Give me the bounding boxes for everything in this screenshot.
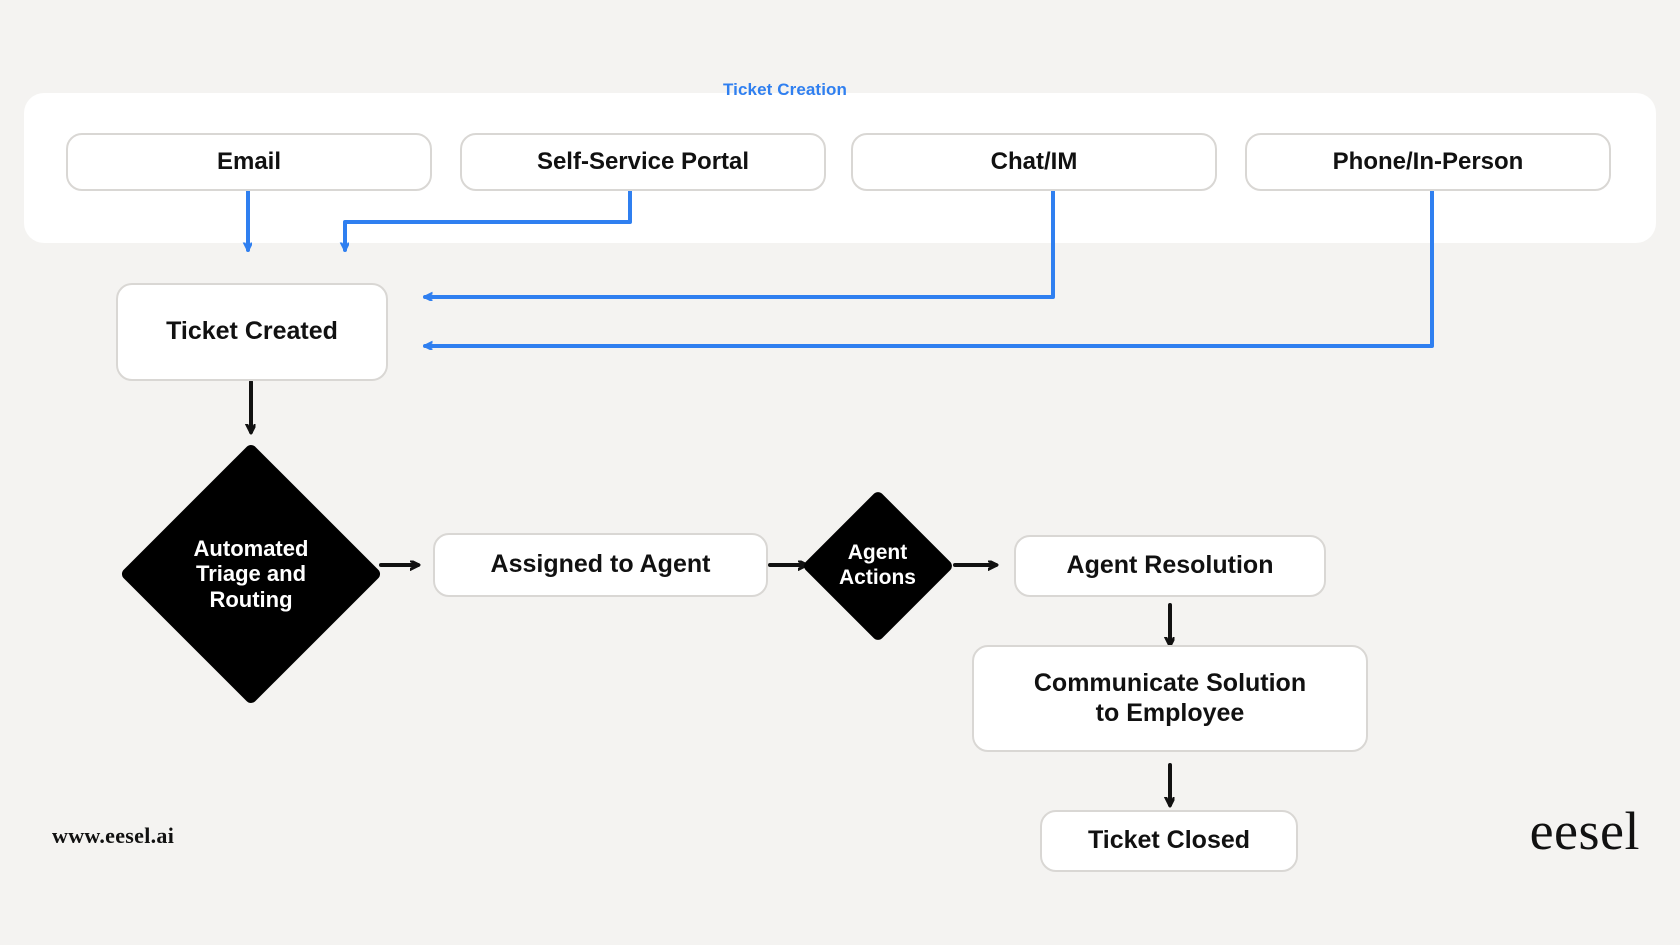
node-agent-actions-label-line2: Actions xyxy=(838,565,916,589)
node-ticket-created[interactable]: Ticket Created xyxy=(116,283,388,381)
node-agent-actions[interactable] xyxy=(800,488,955,643)
node-communicate-solution[interactable] xyxy=(972,645,1368,752)
ticket-creation-group-label: Ticket Creation xyxy=(722,80,847,99)
node-triage-label-line1: Automated xyxy=(193,535,309,561)
node-triage-label xyxy=(194,536,309,613)
footer-website-url[interactable]: www.eesel.ai xyxy=(52,823,175,848)
node-email[interactable]: Email xyxy=(66,133,432,191)
node-self-service-portal[interactable]: Self-Service Portal xyxy=(460,133,826,191)
node-triage-label-line3: Routing xyxy=(209,586,293,612)
brand-logo: eesel xyxy=(1529,801,1640,861)
node-chat-im[interactable]: Chat/IM xyxy=(851,133,1217,191)
node-communicate-solution-line2: to Employee xyxy=(1095,698,1245,727)
node-agent-actions-label-line1: Agent xyxy=(847,541,908,565)
node-triage-label-line2: Triage and xyxy=(195,561,307,587)
node-automated-triage-and-routing[interactable] xyxy=(120,443,382,705)
node-communicate-solution-line1: Communicate Solution xyxy=(1033,669,1307,697)
node-ticket-closed[interactable]: Ticket Closed xyxy=(1040,810,1298,872)
node-agent-resolution[interactable]: Agent Resolution xyxy=(1014,535,1326,597)
node-phone-in-person[interactable]: Phone/In-Person xyxy=(1245,133,1611,191)
node-agent-actions-label xyxy=(839,541,916,590)
node-assigned-to-agent[interactable]: Assigned to Agent xyxy=(433,533,768,597)
